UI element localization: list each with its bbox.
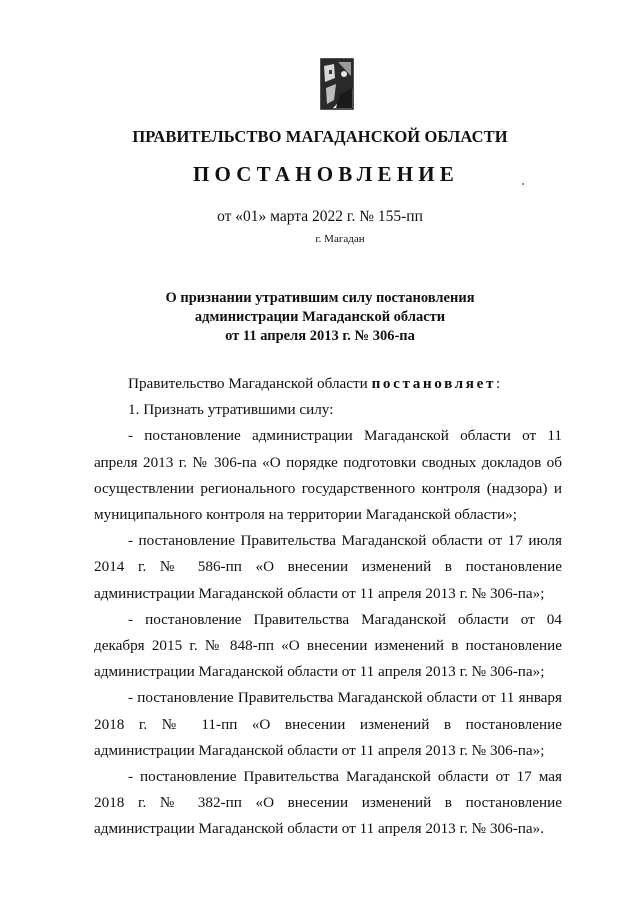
scan-artifact	[522, 183, 524, 185]
preamble-colon: :	[496, 375, 501, 392]
document-body	[94, 371, 562, 843]
repealed-act-item: - постановление Правительства Магаданской области от 11 января 2018 г. № 11-пп «О внесении изменений в постановление администрации Магаданской области от 11 апреля 2013 г. № 306-па»;	[94, 689, 562, 759]
subject-line: О признании утратившим силу постановления	[165, 290, 475, 306]
subject-line: администрации Магаданской области	[194, 309, 446, 325]
subject-line: от 11 апреля 2013 г. № 306-па	[225, 328, 415, 344]
date-and-number: от «01» марта 2022 г. № 155-пп	[217, 208, 423, 225]
repealed-act-item: - постановление Правительства Магаданской области от 04 декабря 2015 г. № 848-пп «О внесении изменений в постановление администрации Магаданской области от 11 апреля 2013 г. № 306-па»;	[94, 610, 562, 681]
preamble	[94, 371, 562, 397]
coat-of-arms-icon	[320, 58, 354, 110]
repealed-act-item: - постановление Правительства Магаданской области от 17 мая 2018 г. № 382-пп «О внесении изменений в постановление администрации Магаданской области от 11 апреля 2013 г. № 306-па».	[94, 768, 562, 838]
government-name: ПРАВИТЕЛЬСТВО МАГАДАНСКОЙ ОБЛАСТИ	[132, 127, 508, 146]
document-type: ПОСТАНОВЛЕНИЕ	[192, 162, 460, 186]
city: г. Магадан	[315, 233, 365, 245]
repealed-act-item: - постановление администрации Магаданской области от 11 апреля 2013 г. № 306-па «О порядке подготовки сводных докладов об осуществлении регионального государственного контроля (надзора) и муниципального контроля на территории Магаданской области»;	[94, 427, 562, 524]
document-subject	[0, 289, 640, 346]
preamble-text: Правительство Магаданской области	[128, 375, 372, 392]
preamble-verb: постановляет	[371, 375, 497, 392]
repealed-act-item: - постановление Правительства Магаданской области от 17 июля 2014 г. № 586-пп «О внесении изменений в постановление администрации Магаданской области от 11 апреля 2013 г. № 306-па»;	[94, 532, 562, 602]
item-1: 1. Признать утратившими силу:	[128, 401, 334, 419]
